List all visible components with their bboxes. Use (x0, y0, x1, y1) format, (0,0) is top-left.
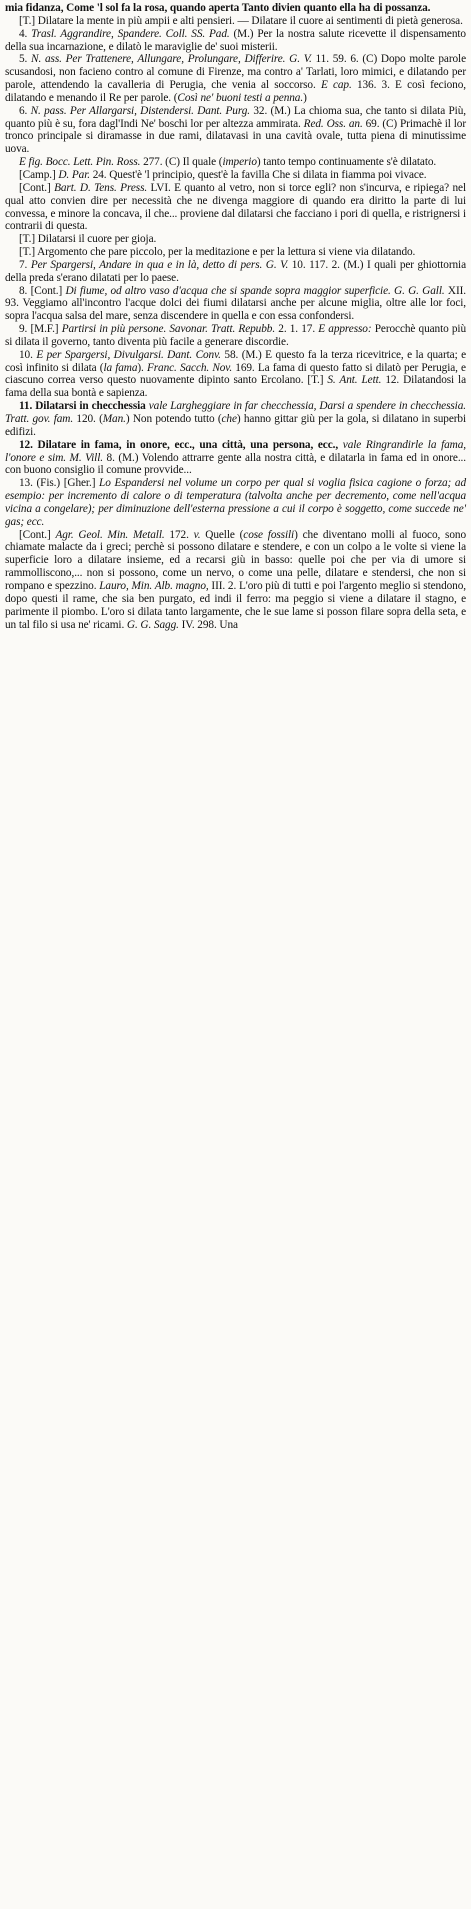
text-run: ) che diventano molli al fuoco, sono chiamate malacte da i greci; perchè si possono dilatare e stendere, e con un colpo a le volte si viene la superficie loro a dilatare insieme, ed a recarsi giù in basso: quelle poi che per via di umore si rammolliscono,... non si possono, come un nervo, o come una pelle, dilatare e stendersi, che non si rompano e spezzino. (5, 528, 466, 592)
text-run: Quelle ( (200, 528, 244, 541)
entry-paragraph-p-11 (5, 400, 466, 439)
entry-paragraph-p-12 (5, 439, 466, 478)
text-run: Red. Oss. an. (303, 117, 363, 130)
text-run: 12. Dilatandosi la fama della sua bontà e sapienza. (5, 374, 466, 400)
text-run: mia fidanza, Come 'l sol fa la rosa, quando aperta Tanto divien quanto ella ha di possanza. (5, 2, 431, 14)
entry-paragraph-p-6-fig (5, 156, 466, 169)
text-run: E cap. (320, 79, 352, 92)
text-run: IV. 298. Una (178, 618, 238, 631)
text-run: 8. (M.) Volendo attrarre gente alla nostra città, e dilatarla in fama ed in onore... con buono consiglio il comune provvide... (5, 451, 466, 477)
text-run: 8. [Cont.] (19, 284, 66, 297)
text-run: 2. 1. 17. (275, 323, 319, 336)
text-run: Partirsi in più persone. Savonar. Tratt. Repubb. (61, 323, 276, 336)
text-run: 58. (M.) E questo fa la terza ricevitrice, e la quarta; e così infinito si dilata ( (5, 348, 467, 374)
entry-paragraph-p-t1 (5, 15, 466, 28)
text-run: imperio (222, 156, 257, 169)
text-run: vale Ringrandirle la fama, l'onore e sim. M. Vill. (5, 438, 466, 464)
text-run: v. (193, 528, 201, 541)
text-run: Trasl. Aggrandire, Spandere. Coll. SS. Pad. (31, 27, 230, 40)
text-run: [Cont.] (19, 181, 55, 194)
text-run: 69. (C) Primachè il lor tronco principale si diramasse in due rami, dilatavasi in una cavità ovale, tutta piena di minutissime uova. (5, 117, 467, 156)
text-run: la fama (103, 361, 138, 374)
text-run: 13. (Fis.) [Gher.] (19, 477, 100, 490)
text-run: ). (137, 361, 147, 374)
text-run: [Cont.] (19, 528, 56, 541)
entry-paragraph-p-intro (5, 2, 466, 15)
text-run: cose fossili (243, 528, 295, 541)
entry-paragraph-p-7 (5, 259, 466, 285)
text-run: Per Spargersi, Andare in qua e in là, detto di pers. G. V. (30, 258, 289, 271)
text-run: 11. Dilatarsi in checchessia (19, 400, 146, 413)
text-run: vale Largheggiare in far checchessia, Darsi a spendere in checchessia. Tratt. gov. fam. (5, 400, 466, 425)
text-run: 172. (164, 528, 194, 541)
entry-paragraph-p-5 (5, 53, 466, 104)
entry-paragraph-p-13 (5, 477, 466, 528)
text-run: 169. La fama di questo fatto si dilatò per Perugia, e ciascuno correa verso questo nuovamente dipinto santo Ercolano. [T.] (5, 361, 466, 387)
text-run: [T.] Dilatare la mente in più ampii e alti pensieri. — Dilatare il cuore ai sentimenti di pietà generosa. (19, 14, 463, 27)
text-run: ) (303, 91, 307, 104)
entry-paragraph-p-cont1 (5, 182, 466, 233)
entry-paragraph-p-t3 (5, 246, 466, 259)
text-run: 7. (19, 258, 31, 271)
text-run: N. ass. Per Trattenere, Allungare, Prolungare, Differire. G. V. (31, 53, 312, 66)
entry-paragraph-p-8 (5, 285, 466, 324)
text-run: Agr. Geol. Min. Metall. (55, 528, 165, 541)
text-run: E fig. Bocc. Lett. Pin. Ross. (19, 156, 141, 169)
text-run: Perocchè quanto più si dilata il governo, tanto diventa più facile a generare discordie. (5, 323, 467, 348)
text-run: Franc. Sacch. Nov. (146, 361, 233, 374)
text-run: 10. 117. 2. (M.) I quali per ghiottornia della preda s'erano dilatati per lo paese. (5, 258, 466, 284)
text-run: E per Spargersi, Divulgarsi. Dant. Conv. (36, 348, 221, 361)
text-run: [T.] Dilatarsi il cuore per gioja. (19, 233, 157, 246)
text-run: [T.] Argomento che pare piccolo, per la meditazione e per la lettura si viene via dilatando. (19, 246, 416, 259)
text-run: D. Par. (58, 168, 90, 181)
text-run: ) tanto tempo continuamente s'è dilatato. (256, 156, 437, 169)
entry-paragraph-p-4 (5, 28, 466, 54)
text-run: XII. 93. Veggiamo all'incontro l'acque dolci dei fiumi dilatarsi anche per alcune miglia, oltre alle lor foci, sopra l'acqua salsa del mare, senza discendere in quella e con essa confondersi. (5, 284, 466, 323)
text-run: 9. [M.F.] (19, 323, 62, 336)
text-run: 11. 59. 6. (C) Dopo molte parole scusandosi, non facieno contro al comune di Firenze, ma contro a' Tarlati, loro mimici, e dilatando per parole, attendendo la cavalleria di Perugia, che venia al soccorso. (5, 53, 466, 92)
entry-paragraph-p-cont2 (5, 529, 466, 632)
text-run: Lo Espandersi nel volume un corpo per qual si voglia fisica cagione o forza; ad esempio: per incremento di calore o di temperatura (talvolta anche per decremento, come nell'acqua vicina a congelare); per diminuzione dell'esterna pressione a cui il corpo è soggetto, come succede ne' gas; ecc. (5, 477, 466, 528)
text-run: 6. (19, 104, 31, 117)
text-run: (M.) Per la nostra salute ricevette il dispensamento della sua incarnazione, e dilatò le maraviglie de' suoi misterii. (5, 27, 466, 53)
entry-paragraph-p-t2 (5, 233, 466, 246)
text-run: Di fiume, od altro vaso d'acqua che si spande sopra maggior superficie. G. G. Gall. (65, 284, 445, 297)
text-run: 5. (19, 53, 32, 66)
text-run: 12. Dilatare in fama, in onore, ecc., una città, una persona, ecc., (19, 438, 339, 451)
text-run: N. pass. Per Allargarsi, Distendersi. Dant. Purg. (30, 104, 251, 117)
text-run: 277. (C) Il quale ( (140, 156, 223, 169)
text-run: Bart. D. Tens. Press. (54, 181, 148, 194)
text-run: Così ne' buoni testi a penna. (177, 91, 304, 104)
text-run: 120. ( (73, 413, 103, 425)
text-run: 24. Quest'è 'l principio, quest'è la favilla Che si dilata in fiamma poi vivace. (89, 168, 427, 181)
text-run: 136. 3. E così feciono, dilatando e menando il Re per parole. ( (5, 79, 467, 104)
entry-paragraph-p-6 (5, 105, 466, 156)
text-run: Man. (102, 413, 126, 425)
text-run: 4. (19, 27, 32, 40)
text-run: E appresso: (318, 323, 372, 336)
text-run: 10. (19, 348, 37, 361)
text-run: S. Ant. Lett. (327, 374, 382, 387)
text-run: [Camp.] (19, 168, 59, 181)
text-run: 32. (M.) La chioma sua, che tanto si dilata Più, quanto più è su, fora dagl'Indi Ne' boschi lor per altezza ammirata. (5, 104, 466, 130)
entry-paragraph-p-10 (5, 349, 466, 400)
text-run: che (221, 413, 237, 425)
text-run: G. G. Sagg. (126, 618, 179, 631)
text-run: III. 2. L'oro più di tutti e poi l'argento meglio si stendono, dopo questi il rame, che sia ben purgato, ed indi il ferro: ma peggio si viene a dilatare il stagno, e parimente il piombo. L'oro si dilata tanto largamente, che le sue lame si posson filare sopra della seta, e un tal filo si usa ne' ricami. (5, 579, 467, 631)
text-run: ) hanno gittar giù per la gola, si dilatano in superbi edifizi. (5, 413, 467, 438)
text-run: LVI. E quanto al vetro, non si torce egli? non s'incurva, e ripiega? nel qual atto convien dire per necessità che ne divenga maggiore di quando era diritto la parte di lui convessa, e minore la concava, il che... proviene dal dilatarsi che facciano i pori di quella, e ristrignersi i contrarii di questa. (5, 181, 466, 233)
entry-paragraph-p-9 (5, 323, 466, 349)
text-run: Lauro, Min. Alb. magno, (99, 579, 209, 592)
text-run: ) Non potendo tutto ( (125, 413, 222, 425)
entry-paragraph-p-camp (5, 169, 466, 182)
